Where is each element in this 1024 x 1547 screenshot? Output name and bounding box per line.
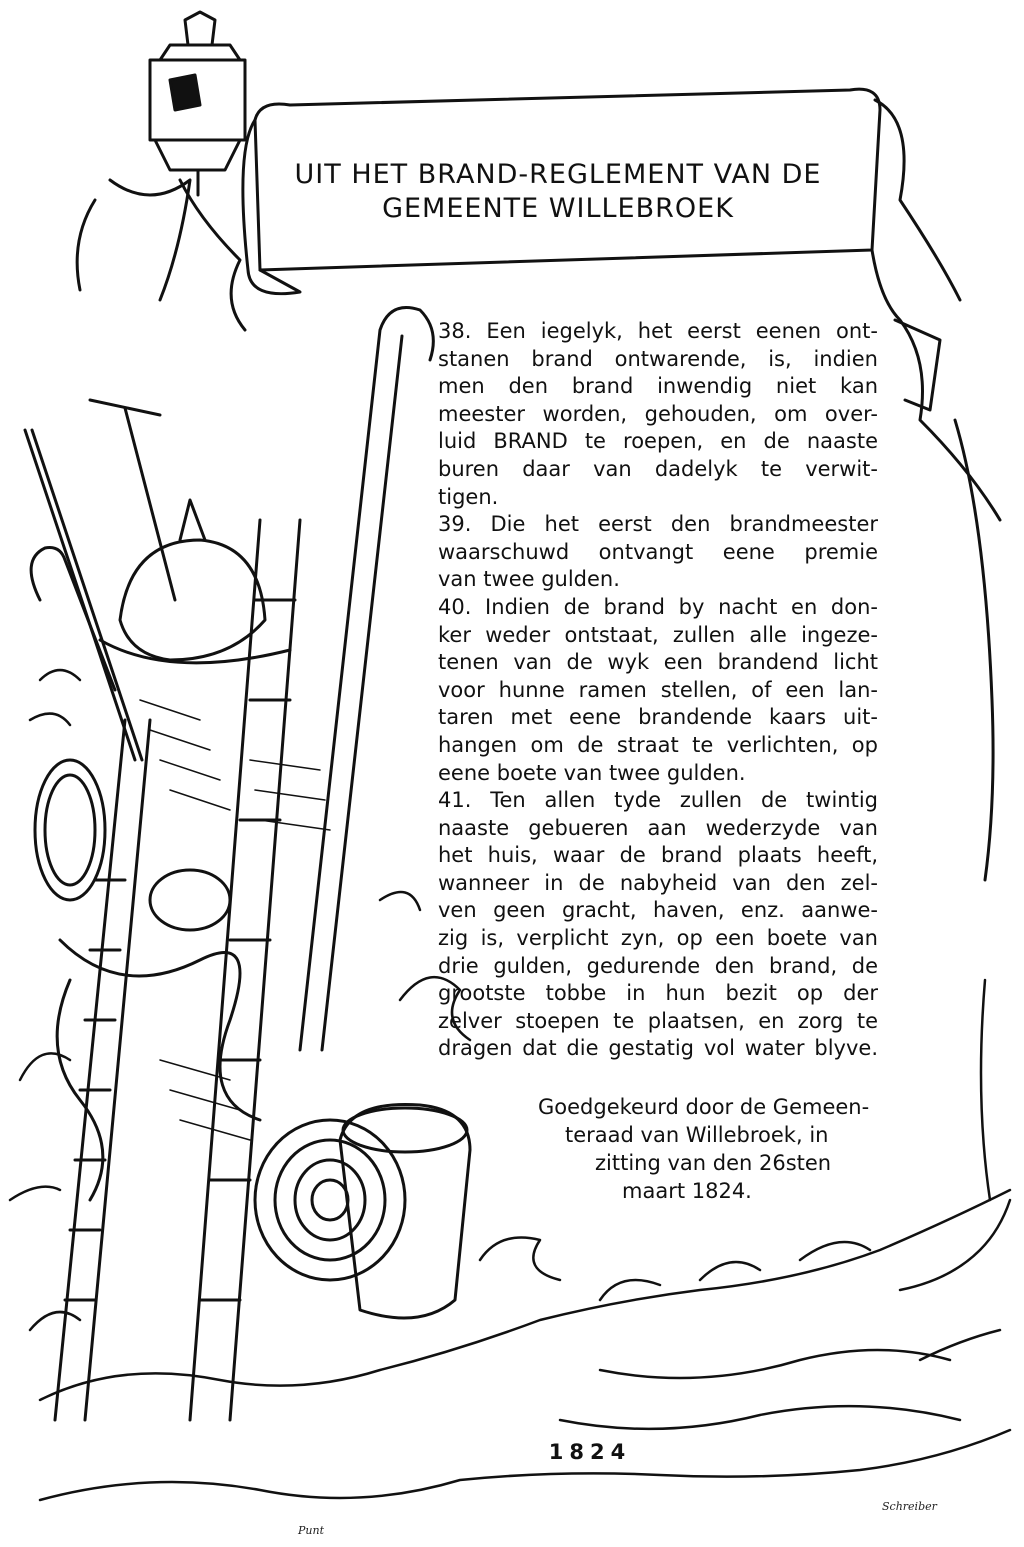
approval-line-4: maart 1824. [622, 1179, 752, 1203]
approval-line-2: teraad van Willebroek, in [565, 1123, 829, 1147]
text-line: tenen van de wyk een brandend licht [438, 650, 878, 675]
text-line: waarschuwd ontvangt eene premie [438, 539, 878, 564]
text-line: tigen. [438, 484, 499, 509]
approval-line-1: Goedgekeurd door de Gemeen- [538, 1095, 870, 1119]
text-line: 40. Indien de brand by nacht en don- [438, 594, 878, 619]
text-line: wanneer in de nabyheid van den zel- [438, 870, 878, 895]
regulation-text [438, 318, 878, 1063]
text-line: ven geen gracht, haven, enz. aanwe- [438, 898, 878, 923]
text-line: zig is, verplicht zyn, op een boete van [438, 926, 878, 951]
text-line: taren met eene brandende kaars uit- [438, 705, 878, 730]
coiled-rope [255, 1120, 405, 1280]
artist-mark: Punt [298, 1524, 324, 1537]
lantern-icon [150, 12, 245, 195]
text-line: voor hunne ramen stellen, of een lan- [438, 677, 878, 702]
text-line: grootste tobbe in hun bezit op der [438, 981, 878, 1006]
fire-tools [25, 308, 433, 1421]
text-line: meester worden, gehouden, om over- [438, 401, 878, 426]
text-line: van twee gulden. [438, 567, 620, 592]
approval-line-3: zitting van den 26sten [595, 1151, 832, 1175]
text-line: 39. Die het eerst den brandmeester [438, 512, 878, 537]
text-line: 38. Een iegelyk, het eerst eenen ont- [438, 319, 878, 343]
text-line: 41. Ten allen tyde zullen de twintig [438, 788, 878, 813]
year-caption: 1824 [548, 1440, 632, 1464]
title-line-2: GEMEENTE WILLEBROEK [382, 193, 734, 224]
text-line: ker weder ontstaat, zullen alle ingeze- [438, 622, 878, 647]
text-line: het huis, waar de brand plaats heeft, [438, 843, 878, 868]
text-line: luid BRAND te roepen, en de naaste [438, 429, 878, 454]
firefighter-helmet-icon [100, 500, 290, 663]
text-line: eene boete van twee gulden. [438, 760, 746, 785]
document-title [268, 158, 848, 226]
text-line: zelver stoepen te plaatsen, en zorg te [438, 1008, 878, 1033]
text-line: men den brand inwendig niet kan [438, 374, 878, 399]
artist-signature: Schreiber [882, 1500, 937, 1513]
fire-hose-coil [35, 760, 260, 1200]
text-line: stanen brand ontwarende, is, indien [438, 346, 878, 371]
text-line: drie gulden, gedurende den brand, de [438, 953, 878, 978]
text-line: buren daar van dadelyk te verwit- [438, 456, 878, 481]
text-line: hangen om de straat te verlichten, op [438, 732, 878, 757]
text-line: naaste gebueren aan wederzyde van [438, 815, 878, 840]
text-line: dragen dat die gestatig vol water blyve. [438, 1036, 878, 1061]
title-line-1: UIT HET BRAND-REGLEMENT VAN DE [294, 159, 822, 190]
